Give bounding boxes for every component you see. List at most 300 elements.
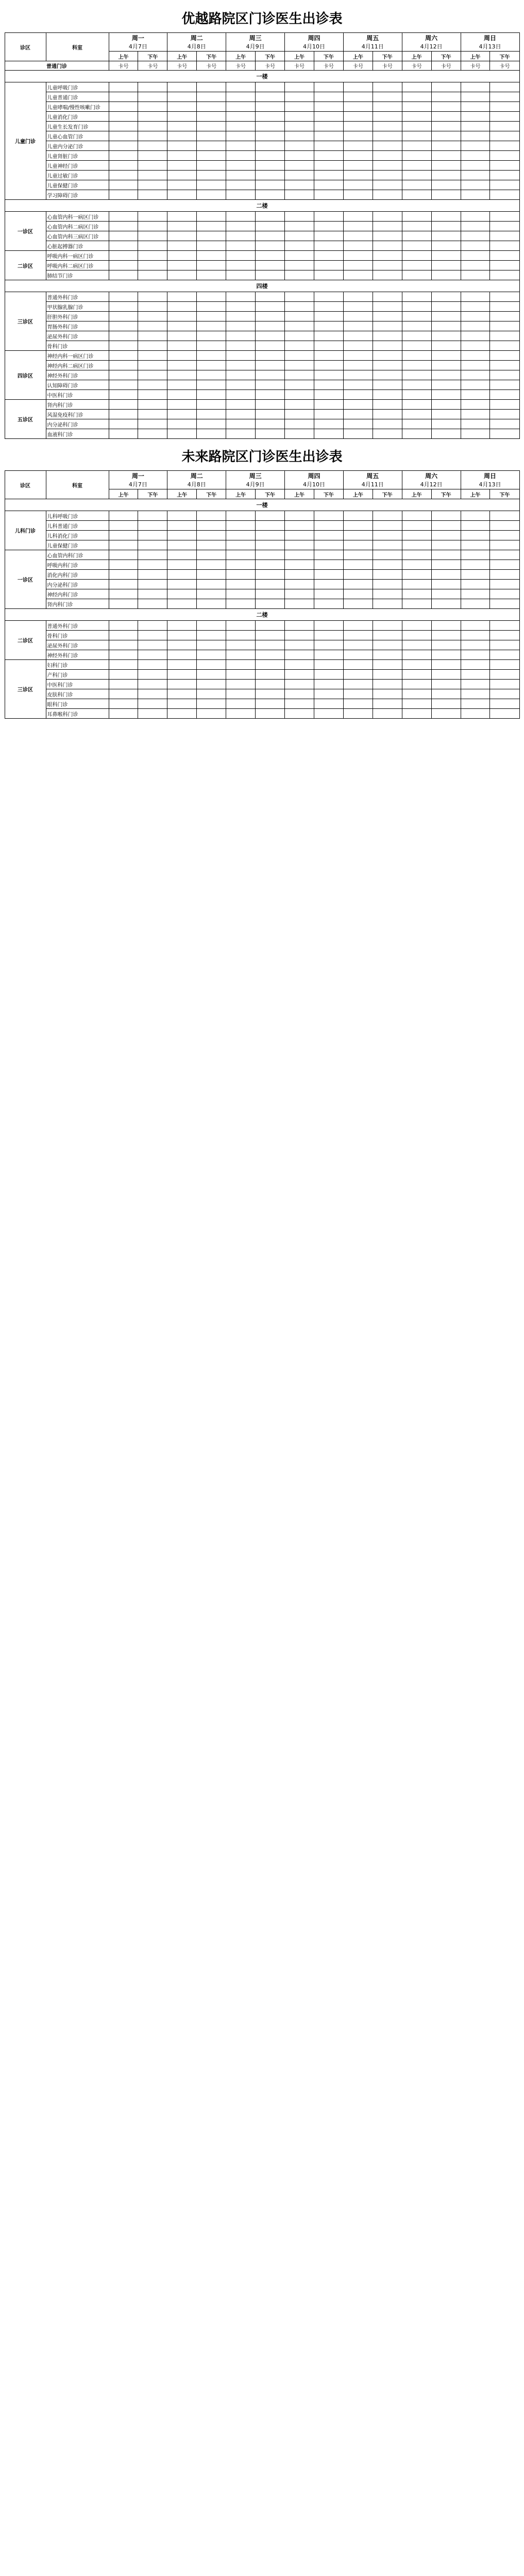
doctor-cell: [167, 410, 197, 419]
dept-label: 神经外科门诊: [46, 370, 109, 380]
doctor-cell: [226, 92, 256, 102]
doctor-cell: [314, 429, 343, 439]
doctor-cell: [490, 640, 519, 650]
doctor-cell: [285, 429, 314, 439]
dept-label: 呼吸内科门诊: [46, 560, 109, 570]
doctor-cell: [285, 540, 314, 550]
day-name: 周一: [131, 472, 144, 480]
doctor-cell: [197, 640, 226, 650]
doctor-cell: [373, 251, 402, 261]
doctor-cell: [431, 270, 461, 280]
doctor-cell: [197, 570, 226, 580]
table-row: [5, 550, 519, 560]
doctor-cell: [197, 161, 226, 171]
dept-label: 心血管内科二病区门诊: [46, 222, 109, 231]
table-row: [5, 212, 519, 222]
doctor-cell: [343, 390, 373, 400]
doctor-cell: [490, 550, 519, 560]
doctor-cell: [343, 122, 373, 131]
doctor-cell: [343, 270, 373, 280]
section-label: 一楼: [5, 499, 519, 511]
dept-label: 儿童普通门诊: [46, 92, 109, 102]
doctor-cell: [226, 292, 256, 302]
doctor-cell: [256, 380, 285, 390]
doctor-cell: [461, 131, 490, 141]
doctor-cell: [256, 511, 285, 521]
doctor-cell: [285, 709, 314, 719]
doctor-cell: [490, 380, 519, 390]
dept-label: 学习障碍门诊: [46, 190, 109, 200]
dept-label: 神经内科门诊: [46, 589, 109, 599]
doctor-cell: [402, 380, 431, 390]
doctor-cell: [373, 689, 402, 699]
doctor-cell: [226, 580, 256, 589]
doctor-cell: [197, 302, 226, 312]
doctor-cell: [167, 171, 197, 180]
doctor-cell: [167, 429, 197, 439]
column-header-day: [461, 471, 519, 489]
doctor-cell: [167, 650, 197, 660]
doctor-cell: [226, 550, 256, 560]
day-name: 周日: [484, 35, 497, 42]
doctor-cell: [373, 410, 402, 419]
doctor-cell: [343, 540, 373, 550]
doctor-cell: [109, 261, 138, 270]
dept-label: 儿科消化门诊: [46, 531, 109, 540]
doctor-cell: [461, 292, 490, 302]
doctor-cell: [256, 92, 285, 102]
doctor-cell: [138, 370, 167, 380]
doctor-cell: [490, 231, 519, 241]
doctor-cell: [343, 180, 373, 190]
area-label: 一诊区: [5, 212, 46, 251]
doctor-cell: [256, 419, 285, 429]
doctor-cell: [256, 190, 285, 200]
table-row: [5, 270, 519, 280]
doctor-cell: [256, 689, 285, 699]
doctor-cell: [490, 190, 519, 200]
doctor-cell: [431, 640, 461, 650]
doctor-cell: [226, 131, 256, 141]
doctor-cell: [109, 122, 138, 131]
doctor-cell: [197, 670, 226, 680]
day-date: 4月13日: [479, 481, 501, 488]
doctor-cell: [373, 341, 402, 351]
doctor-cell: [314, 660, 343, 670]
doctor-cell: [167, 122, 197, 131]
doctor-cell: [167, 370, 197, 380]
top-row-mark: 卡号: [226, 61, 256, 71]
doctor-cell: [461, 241, 490, 251]
doctor-cell: [109, 570, 138, 580]
doctor-cell: [226, 361, 256, 370]
doctor-cell: [138, 141, 167, 151]
doctor-cell: [461, 180, 490, 190]
doctor-cell: [490, 699, 519, 709]
doctor-cell: [402, 331, 431, 341]
doctor-cell: [197, 231, 226, 241]
doctor-cell: [167, 231, 197, 241]
doctor-cell: [431, 141, 461, 151]
dept-label: 认知障碍门诊: [46, 380, 109, 390]
doctor-cell: [256, 709, 285, 719]
doctor-cell: [138, 660, 167, 670]
doctor-cell: [490, 400, 519, 410]
doctor-cell: [490, 650, 519, 660]
doctor-cell: [285, 241, 314, 251]
doctor-cell: [256, 292, 285, 302]
doctor-cell: [109, 680, 138, 689]
top-row-mark: 卡号: [138, 61, 167, 71]
column-header-slot: 上午: [167, 52, 197, 61]
doctor-cell: [402, 680, 431, 689]
doctor-cell: [167, 621, 197, 631]
day-name: 周三: [249, 472, 262, 480]
doctor-cell: [431, 599, 461, 609]
doctor-cell: [402, 599, 431, 609]
doctor-cell: [109, 650, 138, 660]
doctor-cell: [490, 112, 519, 122]
doctor-cell: [285, 161, 314, 171]
doctor-cell: [402, 161, 431, 171]
doctor-cell: [314, 589, 343, 599]
column-header-slot: 上午: [461, 52, 490, 61]
doctor-cell: [343, 640, 373, 650]
area-label: 三诊区: [5, 660, 46, 719]
doctor-cell: [402, 82, 431, 92]
doctor-cell: [314, 570, 343, 580]
doctor-cell: [167, 292, 197, 302]
doctor-cell: [402, 270, 431, 280]
doctor-cell: [138, 400, 167, 410]
column-header-slot: 上午: [109, 489, 138, 499]
doctor-cell: [490, 361, 519, 370]
doctor-cell: [314, 580, 343, 589]
table-row: [5, 640, 519, 650]
doctor-cell: [373, 321, 402, 331]
doctor-cell: [167, 190, 197, 200]
table-row: [5, 341, 519, 351]
doctor-cell: [402, 429, 431, 439]
doctor-cell: [402, 190, 431, 200]
doctor-cell: [256, 151, 285, 161]
doctor-cell: [343, 410, 373, 419]
column-header-slot: 下午: [197, 52, 226, 61]
column-header-day: [167, 471, 226, 489]
doctor-cell: [490, 429, 519, 439]
top-row-mark: 卡号: [197, 61, 226, 71]
day-date: 4月9日: [246, 43, 265, 50]
doctor-cell: [490, 241, 519, 251]
doctor-cell: [226, 589, 256, 599]
doctor-cell: [109, 141, 138, 151]
doctor-cell: [285, 419, 314, 429]
day-name: 周一: [131, 35, 144, 42]
day-date: 4月11日: [361, 43, 384, 50]
doctor-cell: [490, 531, 519, 540]
day-name: 周日: [484, 472, 497, 480]
doctor-cell: [226, 670, 256, 680]
doctor-cell: [197, 131, 226, 141]
doctor-cell: [167, 331, 197, 341]
doctor-cell: [373, 370, 402, 380]
doctor-cell: [402, 102, 431, 112]
doctor-cell: [167, 390, 197, 400]
doctor-cell: [490, 419, 519, 429]
doctor-cell: [138, 331, 167, 341]
doctor-cell: [431, 180, 461, 190]
doctor-cell: [197, 190, 226, 200]
doctor-cell: [402, 231, 431, 241]
doctor-cell: [373, 650, 402, 660]
doctor-cell: [167, 270, 197, 280]
doctor-cell: [285, 670, 314, 680]
doctor-cell: [109, 102, 138, 112]
doctor-cell: [138, 222, 167, 231]
doctor-cell: [138, 171, 167, 180]
sheet-1-table: [5, 32, 520, 439]
doctor-cell: [490, 580, 519, 589]
doctor-cell: [490, 251, 519, 261]
dept-label: 儿童保健门诊: [46, 180, 109, 190]
column-header-slot: 下午: [256, 489, 285, 499]
doctor-cell: [256, 531, 285, 540]
doctor-cell: [373, 429, 402, 439]
doctor-cell: [431, 699, 461, 709]
doctor-cell: [490, 570, 519, 580]
doctor-cell: [109, 599, 138, 609]
doctor-cell: [226, 222, 256, 231]
doctor-cell: [314, 689, 343, 699]
doctor-cell: [490, 660, 519, 670]
doctor-cell: [138, 82, 167, 92]
doctor-cell: [490, 621, 519, 631]
doctor-cell: [167, 180, 197, 190]
doctor-cell: [343, 351, 373, 361]
table-row: [5, 709, 519, 719]
doctor-cell: [197, 521, 226, 531]
section-label: 二楼: [5, 609, 519, 621]
doctor-cell: [314, 261, 343, 270]
doctor-cell: [490, 511, 519, 521]
doctor-cell: [373, 540, 402, 550]
column-header-slot: 上午: [343, 489, 373, 499]
doctor-cell: [138, 361, 167, 370]
doctor-cell: [343, 511, 373, 521]
doctor-cell: [256, 521, 285, 531]
doctor-cell: [256, 122, 285, 131]
doctor-cell: [138, 390, 167, 400]
doctor-cell: [373, 660, 402, 670]
doctor-cell: [314, 370, 343, 380]
doctor-cell: [314, 621, 343, 631]
column-header-slot: 下午: [314, 52, 343, 61]
doctor-cell: [197, 351, 226, 361]
doctor-cell: [490, 331, 519, 341]
doctor-cell: [138, 351, 167, 361]
doctor-cell: [461, 390, 490, 400]
doctor-cell: [109, 709, 138, 719]
doctor-cell: [461, 361, 490, 370]
doctor-cell: [402, 261, 431, 270]
doctor-cell: [138, 161, 167, 171]
table-row: [5, 180, 519, 190]
doctor-cell: [373, 151, 402, 161]
doctor-cell: [461, 312, 490, 321]
doctor-cell: [167, 380, 197, 390]
dept-label: 心血管内科三病区门诊: [46, 231, 109, 241]
doctor-cell: [373, 171, 402, 180]
doctor-cell: [343, 82, 373, 92]
doctor-cell: [226, 560, 256, 570]
table-row: [5, 400, 519, 410]
doctor-cell: [167, 261, 197, 270]
doctor-cell: [167, 540, 197, 550]
doctor-cell: [314, 292, 343, 302]
doctor-cell: [226, 680, 256, 689]
doctor-cell: [314, 190, 343, 200]
doctor-cell: [373, 190, 402, 200]
doctor-cell: [285, 321, 314, 331]
doctor-cell: [373, 270, 402, 280]
top-row-mark: 卡号: [109, 61, 138, 71]
doctor-cell: [285, 112, 314, 122]
column-header-area: 诊区: [5, 471, 46, 499]
doctor-cell: [373, 570, 402, 580]
doctor-cell: [402, 131, 431, 141]
day-name: 周二: [190, 472, 203, 480]
section-label: 二楼: [5, 200, 519, 212]
table-row: [5, 429, 519, 439]
table-row: [5, 102, 519, 112]
doctor-cell: [431, 429, 461, 439]
doctor-cell: [490, 341, 519, 351]
doctor-cell: [109, 419, 138, 429]
doctor-cell: [343, 631, 373, 640]
doctor-cell: [402, 419, 431, 429]
doctor-cell: [343, 241, 373, 251]
doctor-cell: [226, 370, 256, 380]
doctor-cell: [373, 680, 402, 689]
doctor-cell: [256, 222, 285, 231]
doctor-cell: [167, 161, 197, 171]
doctor-cell: [402, 531, 431, 540]
doctor-cell: [373, 390, 402, 400]
area-label: 一诊区: [5, 550, 46, 609]
doctor-cell: [402, 92, 431, 102]
table-row: [5, 331, 519, 341]
doctor-cell: [256, 351, 285, 361]
doctor-cell: [402, 222, 431, 231]
doctor-cell: [138, 640, 167, 650]
doctor-cell: [314, 321, 343, 331]
doctor-cell: [226, 171, 256, 180]
doctor-cell: [226, 302, 256, 312]
table-row: [5, 570, 519, 580]
doctor-cell: [373, 112, 402, 122]
doctor-cell: [197, 631, 226, 640]
doctor-cell: [402, 709, 431, 719]
doctor-cell: [256, 361, 285, 370]
doctor-cell: [343, 171, 373, 180]
doctor-cell: [256, 589, 285, 599]
section-row: [5, 280, 519, 292]
doctor-cell: [226, 161, 256, 171]
doctor-cell: [138, 680, 167, 689]
doctor-cell: [256, 102, 285, 112]
doctor-cell: [109, 82, 138, 92]
column-header-slot: 上午: [343, 52, 373, 61]
dept-label: 神经内科一病区门诊: [46, 351, 109, 361]
doctor-cell: [373, 640, 402, 650]
column-header-slot: 上午: [402, 52, 431, 61]
doctor-cell: [197, 650, 226, 660]
doctor-cell: [461, 560, 490, 570]
doctor-cell: [109, 112, 138, 122]
doctor-cell: [226, 190, 256, 200]
doctor-cell: [343, 92, 373, 102]
doctor-cell: [402, 631, 431, 640]
doctor-cell: [167, 241, 197, 251]
doctor-cell: [402, 390, 431, 400]
doctor-cell: [343, 212, 373, 222]
doctor-cell: [343, 570, 373, 580]
column-header-slot: 下午: [314, 489, 343, 499]
doctor-cell: [167, 222, 197, 231]
sheet-2: [5, 446, 520, 719]
doctor-cell: [373, 131, 402, 141]
doctor-cell: [256, 312, 285, 321]
doctor-cell: [431, 161, 461, 171]
doctor-cell: [285, 131, 314, 141]
doctor-cell: [373, 102, 402, 112]
doctor-cell: [109, 560, 138, 570]
doctor-cell: [431, 589, 461, 599]
doctor-cell: [402, 321, 431, 331]
doctor-cell: [109, 410, 138, 419]
doctor-cell: [285, 270, 314, 280]
doctor-cell: [314, 112, 343, 122]
doctor-cell: [402, 361, 431, 370]
day-date: 4月8日: [187, 481, 206, 488]
doctor-cell: [343, 341, 373, 351]
doctor-cell: [285, 631, 314, 640]
doctor-cell: [138, 312, 167, 321]
doctor-cell: [431, 190, 461, 200]
doctor-cell: [167, 361, 197, 370]
doctor-cell: [167, 511, 197, 521]
doctor-cell: [461, 660, 490, 670]
table-row: [5, 131, 519, 141]
doctor-cell: [431, 251, 461, 261]
doctor-cell: [402, 540, 431, 550]
section-row: [5, 499, 519, 511]
doctor-cell: [373, 122, 402, 131]
table-row: [5, 92, 519, 102]
doctor-cell: [431, 631, 461, 640]
area-label: 二诊区: [5, 621, 46, 660]
doctor-cell: [285, 589, 314, 599]
doctor-cell: [373, 312, 402, 321]
doctor-cell: [285, 302, 314, 312]
doctor-cell: [461, 400, 490, 410]
doctor-cell: [343, 251, 373, 261]
doctor-cell: [373, 331, 402, 341]
dept-label: 甲状腺乳腺门诊: [46, 302, 109, 312]
doctor-cell: [402, 341, 431, 351]
doctor-cell: [490, 222, 519, 231]
doctor-cell: [490, 321, 519, 331]
